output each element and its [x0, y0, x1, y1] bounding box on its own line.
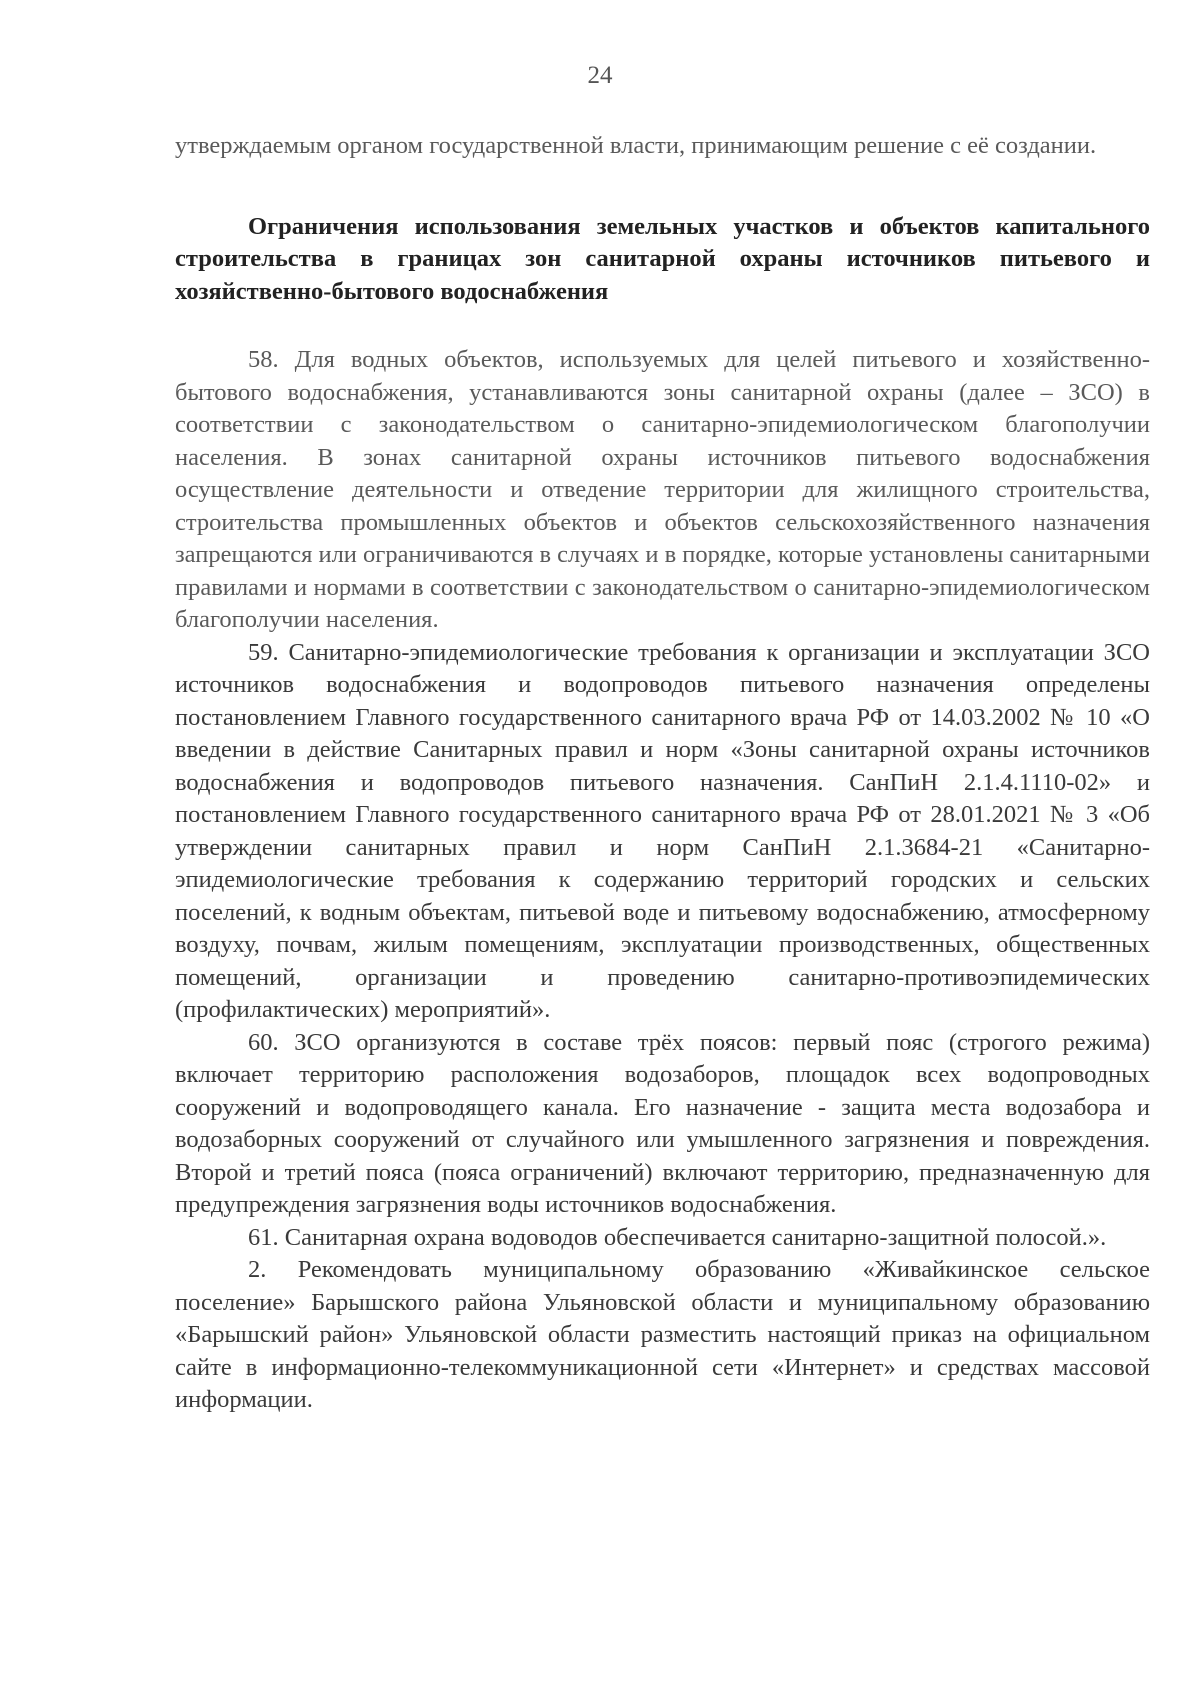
- paragraph-59: 59. Санитарно-эпидемиологические требования к организации и эксплуатации ЗСО источников водоснабжения и водопроводов питьевого назначения определены постановлением Главного государственного санитарного врача РФ от 14.03.2002 № 10 «О введении в действие Санитарных правил и норм «Зоны санитарной охраны источников водоснабжения и водопроводов питьевого назначения. СанПиН 2.1.4.1110-02» и постановлением Главного государственного санитарного врача РФ от 28.01.2021 № 3 «Об утверждении санитарных правил и норм СанПиН 2.1.3684-21 «Санитарно-эпидемиологические требования к содержанию территорий городских и сельских поселений, к водным объектам, питьевой воде и питьевому водоснабжению, атмосферному воздуху, почвам, жилым помещениям, эксплуатации производственных, общественных помещений, организации и проведению санитарно-противоэпидемических (профилактических) мероприятий».: [175, 638, 1150, 1023]
- paragraph-60: 60. ЗСО организуются в составе трёх поясов: первый пояс (строгого режима) включает территорию расположения водозаборов, площадок всех водопроводных сооружений и водопроводящего канала. Его назначение - защита места водозабора и водозаборных сооружений от случайного или умышленного загрязнения и повреждения. Второй и третий пояса (пояса ограничений) включают территорию, предназначенную для предупреждения загрязнения воды источников водоснабжения.: [175, 1028, 1150, 1218]
- document-body: [175, 130, 1150, 1417]
- intro-continuation: утверждаемым органом государственной власти, принимающим решение с её создании.: [175, 132, 1097, 159]
- section-heading: Ограничения использования земельных участков и объектов капитального строительства в границах зон санитарной охраны источников питьевого и хозяйственно-бытового водоснабжения: [175, 212, 1150, 305]
- paragraph-61: 61. Санитарная охрана водоводов обеспечивается санитарно-защитной полосой.».: [248, 1223, 1107, 1251]
- paragraph-58: 58. Для водных объектов, используемых для целей питьевого и хозяйственно-бытового водоснабжения, устанавливаются зоны санитарной охраны (далее – ЗСО) в соответствии с законодательством о санитарно-эпидемиологическом благополучии населения. В зонах санитарной охраны источников питьевого водоснабжения осуществление деятельности и отведение территории для жилищного строительства, строительства промышленных объектов и объектов сельскохозяйственного назначения запрещаются или ограничиваются в случаях и в порядке, которые установлены санитарными правилами и нормами в соответствии с законодательством о санитарно-эпидемиологическом благополучии населения.: [175, 346, 1150, 633]
- page-number: 24: [587, 62, 613, 89]
- paragraph-2-recommendation: 2. Рекомендовать муниципальному образованию «Живайкинское сельское поселение» Барышского района Ульяновской области и муниципальному образованию «Барышский район» Ульяновской области разместить настоящий приказ на официальном сайте в информационно-телекоммуникационной сети «Интернет» и средствах массовой информации.: [175, 1256, 1150, 1413]
